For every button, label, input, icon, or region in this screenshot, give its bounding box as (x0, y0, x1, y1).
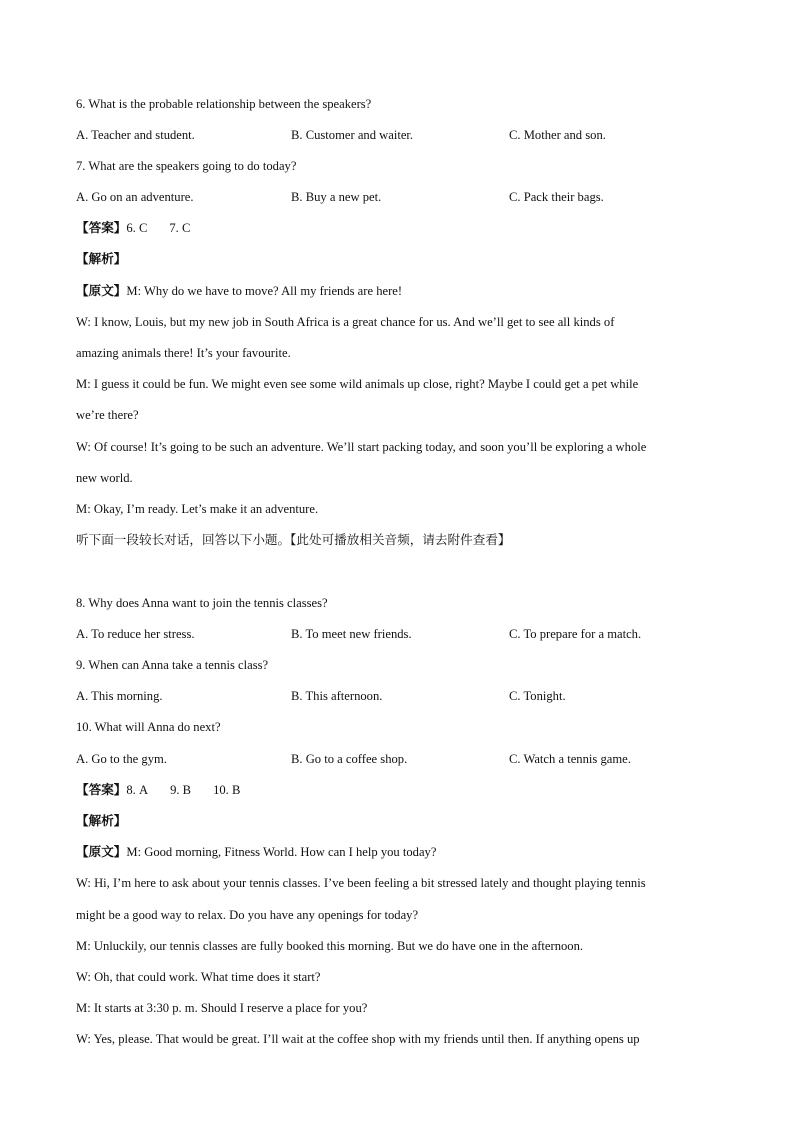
analysis-label-2: 【解析】 (76, 813, 127, 828)
transcript-1-line-5: we’re there? (76, 408, 139, 422)
transcript-label: 【原文】 (76, 283, 127, 298)
answer-row-2 (76, 782, 240, 798)
q7-option-a: A. Go on an adventure. (76, 190, 194, 204)
answer-label: 【答案】 (76, 220, 127, 235)
transcript-2-line-2: W: Hi, I’m here to ask about your tennis classes. I’ve been feeling a bit stressed lately and thought playing tennis (76, 876, 646, 890)
transcript-label: 【原文】 (76, 844, 127, 859)
transcript-2-line-4: M: Unluckily, our tennis classes are fully booked this morning. But we do have one in the afternoon. (76, 939, 584, 953)
answer-label: 【答案】 (76, 782, 127, 797)
q7-option-c: C. Pack their bags. (509, 190, 604, 204)
q6-option-a: A. Teacher and student. (76, 128, 195, 142)
q10-option-c: C. Watch a tennis game. (509, 752, 631, 766)
question-6: 6. What is the probable relationship between the speakers? (76, 97, 372, 111)
answer-item: 10. B (213, 783, 241, 797)
q9-option-c: C. Tonight. (509, 689, 566, 703)
q6-option-b: B. Customer and waiter. (291, 128, 414, 142)
question-9: 9. When can Anna take a tennis class? (76, 658, 269, 672)
answer-item: 7. C (169, 221, 191, 235)
transcript-2-line-7: W: Yes, please. That would be great. I’ll wait at the coffee shop with my friends until then. If anything opens up (76, 1032, 640, 1046)
q7-option-b: B. Buy a new pet. (291, 190, 382, 204)
q10-option-b: B. Go to a coffee shop. (291, 752, 408, 766)
transcript-text: M: Good morning, Fitness World. How can I help you today? (126, 845, 437, 859)
transcript-1-line-4: M: I guess it could be fun. We might even see some wild animals up close, right? Maybe I could get a pet while (76, 377, 639, 391)
q10-option-a: A. Go to the gym. (76, 752, 167, 766)
transcript-2-line-1 (76, 844, 436, 860)
transcript-2-line-3: might be a good way to relax. Do you have any openings for today? (76, 908, 419, 922)
listening-instruction: 听下面一段较长对话，回答以下小题。【此处可播放相关音频，请去附件查看】 (76, 532, 511, 547)
answer-item: 8. A (126, 783, 149, 797)
transcript-1-line-1 (76, 283, 402, 299)
q9-option-b: B. This afternoon. (291, 689, 383, 703)
question-10: 10. What will Anna do next? (76, 720, 221, 734)
q8-option-a: A. To reduce her stress. (76, 627, 195, 641)
answer-item: 6. C (126, 221, 148, 235)
question-7: 7. What are the speakers going to do today? (76, 159, 297, 173)
transcript-1-line-6: W: Of course! It’s going to be such an adventure. We’ll start packing today, and soon you’ll be exploring a whole (76, 440, 647, 454)
transcript-text: M: Why do we have to move? All my friends are here! (126, 284, 403, 298)
answer-row-1 (76, 220, 190, 236)
analysis-label-1: 【解析】 (76, 251, 127, 266)
q8-option-b: B. To meet new friends. (291, 627, 412, 641)
transcript-2-line-6: M: It starts at 3:30 p. m. Should I reserve a place for you? (76, 1001, 368, 1015)
q9-option-a: A. This morning. (76, 689, 163, 703)
transcript-1-line-3: amazing animals there! It’s your favourite. (76, 346, 291, 360)
q8-option-c: C. To prepare for a match. (509, 627, 642, 641)
transcript-1-line-8: M: Okay, I’m ready. Let’s make it an adventure. (76, 502, 319, 516)
transcript-1-line-2: W: I know, Louis, but my new job in South Africa is a great chance for us. And we’ll get to see all kinds of (76, 315, 615, 329)
transcript-2-line-5: W: Oh, that could work. What time does it start? (76, 970, 321, 984)
answer-item: 9. B (170, 783, 192, 797)
q6-option-c: C. Mother and son. (509, 128, 606, 142)
transcript-1-line-7: new world. (76, 471, 133, 485)
question-8: 8. Why does Anna want to join the tennis classes? (76, 596, 328, 610)
